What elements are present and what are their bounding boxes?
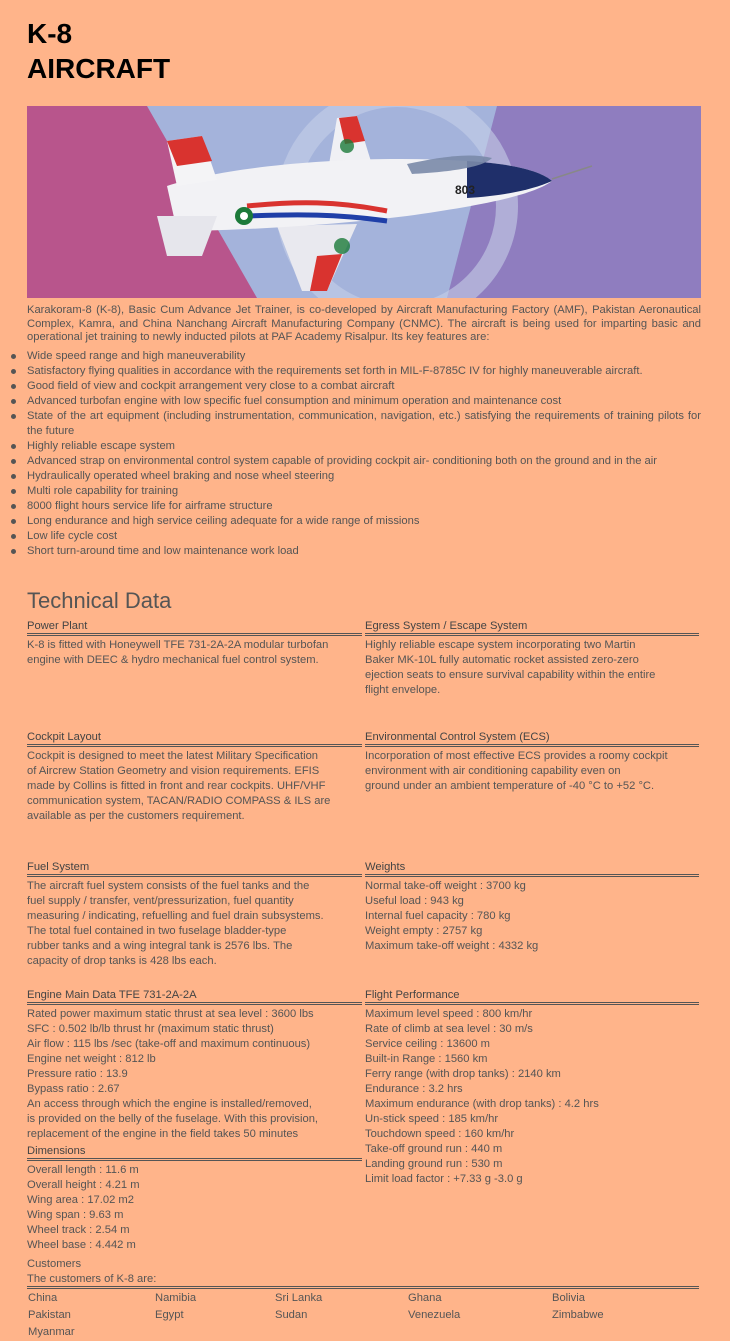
tail-code: 803	[455, 183, 476, 197]
title-line-model: K-8	[27, 18, 73, 49]
list-item: 8000 flight hours service life for airframe structure	[27, 499, 701, 514]
list-item: Advanced turbofan engine with low specific fuel consumption and minimum operation and maintenance cost	[27, 394, 701, 409]
text-line: communication system, TACAN/RADIO COMPASS & ILS are	[27, 795, 331, 807]
page-title	[27, 16, 170, 86]
power-plant-section	[27, 619, 362, 668]
list-item: Satisfactory flying qualities in accordance with the requirements set forth in MIL-F-8785C IV for highly maneuverable aircraft.	[27, 364, 701, 379]
egress-section	[365, 619, 699, 698]
list-item: Multi role capability for training	[27, 484, 701, 499]
list-item: Hydraulically operated wheel braking and nose wheel steering	[27, 469, 701, 484]
text-line: Weight empty : 2757 kg	[365, 925, 483, 937]
text-line: Air flow : 115 lbs /sec (take-off and maximum continuous)	[27, 1038, 311, 1050]
customer-cell: Ghana	[408, 1292, 442, 1304]
section-heading: Engine Main Data TFE 731-2A-2A	[27, 988, 362, 1005]
table-row	[27, 1306, 699, 1323]
text-line: Pressure ratio : 13.9	[27, 1068, 128, 1080]
list-item: Wide speed range and high maneuverability	[27, 349, 701, 364]
text-line: Overall length : 11.6 m	[27, 1164, 139, 1176]
dimensions-section	[27, 1144, 362, 1253]
section-heading: Egress System / Escape System	[365, 619, 699, 636]
text-line: Normal take-off weight : 3700 kg	[365, 880, 526, 892]
table-row	[27, 1289, 699, 1306]
hero-aircraft-image	[27, 106, 701, 298]
text-line: Maximum take-off weight : 4332 kg	[365, 940, 539, 952]
text-line: Wing area : 17.02 m2	[27, 1194, 134, 1206]
intro-paragraph: Karakoram-8 (K-8), Basic Cum Advance Jet Trainer, is co-developed by Aircraft Manufacturing Factory (AMF), Pakistan Aeronautical Complex, Kamra, and China Nanchang Aircraft Manufacturing Company (CNMC). The aircraft is being used for imparting basic and operational jet training to newly inducted pilots at PAF Academy Risalpur. Its key features are:	[27, 304, 701, 343]
text-line: capacity of drop tanks is 428 lbs each.	[27, 955, 217, 967]
text-line: Wheel track : 2.54 m	[27, 1224, 130, 1236]
customers-table	[27, 1286, 699, 1340]
text-line: Maximum level speed : 800 km/hr	[365, 1008, 533, 1020]
section-heading: Dimensions	[27, 1144, 362, 1161]
fuel-system-section	[27, 860, 362, 969]
text-line: made by Collins is fitted in front and rear cockpits. UHF/VHF	[27, 780, 326, 792]
ecs-section	[365, 730, 699, 794]
text-line: K-8 is fitted with Honeywell TFE 731-2A-2A modular turbofan	[27, 639, 329, 651]
text-line: Limit load factor : +7.33 g -3.0 g	[365, 1173, 523, 1185]
flight-performance-section	[365, 988, 699, 1187]
text-line: Wheel base : 4.442 m	[27, 1239, 136, 1251]
text-line: Service ceiling : 13600 m	[365, 1038, 490, 1050]
key-features-list	[27, 349, 701, 559]
engine-data-section	[27, 988, 362, 1142]
section-heading: Flight Performance	[365, 988, 699, 1005]
text-line: Cockpit is designed to meet the latest Military Specification	[27, 750, 319, 762]
list-item: Good field of view and cockpit arrangement very close to a combat aircraft	[27, 379, 701, 394]
customers-intro: The customers of K-8 are:	[27, 1273, 157, 1285]
text-line: Highly reliable escape system incorporating two Martin	[365, 639, 636, 651]
text-line: Rate of climb at sea level : 30 m/s	[365, 1023, 533, 1035]
text-line: The total fuel contained in two fuselage bladder-type	[27, 925, 287, 937]
customers-section	[27, 1257, 699, 1287]
customer-cell: Myanmar	[28, 1326, 75, 1338]
customer-cell: Venezuela	[408, 1309, 461, 1321]
text-line: environment with air conditioning capability even on	[365, 765, 621, 777]
customer-cell: Sri Lanka	[275, 1292, 323, 1304]
list-item: Long endurance and high service ceiling adequate for a wide range of missions	[27, 514, 701, 529]
text-line: Built-in Range : 1560 km	[365, 1053, 488, 1065]
text-line: Bypass ratio : 2.67	[27, 1083, 120, 1095]
text-line: Useful load : 943 kg	[365, 895, 464, 907]
list-item: Short turn-around time and low maintenance work load	[27, 544, 701, 559]
customer-cell: Pakistan	[28, 1309, 71, 1321]
customer-cell: Bolivia	[552, 1292, 585, 1304]
text-line: flight envelope.	[365, 684, 441, 696]
text-line: available as per the customers requirement.	[27, 810, 245, 822]
section-heading: Environmental Control System (ECS)	[365, 730, 699, 747]
customers-heading: Customers	[27, 1258, 82, 1270]
text-line: fuel supply / transfer, vent/pressurization, fuel quantity	[27, 895, 294, 907]
text-line: The aircraft fuel system consists of the fuel tanks and the	[27, 880, 310, 892]
list-item: Advanced strap on environmental control system capable of providing cockpit air- conditioning both on the ground and in the air	[27, 454, 701, 469]
list-item: State of the art equipment (including instrumentation, communication, navigation, etc.) satisfying the requirements of training pilots for the future	[27, 410, 701, 437]
section-heading: Fuel System	[27, 860, 362, 877]
customer-cell: Egypt	[155, 1309, 184, 1321]
text-line: of Aircrew Station Geometry and vision requirements. EFIS	[27, 765, 320, 777]
text-line: replacement of the engine in the field takes 50 minutes	[27, 1128, 299, 1140]
text-line: Maximum endurance (with drop tanks) : 4.2 hrs	[365, 1098, 599, 1110]
aircraft-illustration	[27, 106, 701, 298]
list-item: Highly reliable escape system	[27, 439, 701, 454]
text-line: Incorporation of most effective ECS provides a roomy cockpit	[365, 750, 668, 762]
text-line: Overall height : 4.21 m	[27, 1179, 140, 1191]
text-line: Rated power maximum static thrust at sea level : 3600 lbs	[27, 1008, 314, 1020]
text-line: SFC : 0.502 lb/lb thrust hr (maximum static thrust)	[27, 1023, 274, 1035]
table-row	[27, 1323, 699, 1340]
text-line: Internal fuel capacity : 780 kg	[365, 910, 511, 922]
text-line: Landing ground run : 530 m	[365, 1158, 503, 1170]
list-item: Low life cycle cost	[27, 529, 701, 544]
text-line: measuring / indicating, refuelling and fuel drain subsystems.	[27, 910, 324, 922]
customer-cell: Zimbabwe	[552, 1309, 604, 1321]
cockpit-layout-section	[27, 730, 362, 824]
text-line: Ferry range (with drop tanks) : 2140 km	[365, 1068, 561, 1080]
text-line: engine with DEEC & hydro mechanical fuel control system.	[27, 654, 319, 666]
text-line: Touchdown speed : 160 km/hr	[365, 1128, 515, 1140]
text-line: Wing span : 9.63 m	[27, 1209, 124, 1221]
text-line: is provided on the belly of the fuselage. With this provision,	[27, 1113, 319, 1125]
text-line: Un-stick speed : 185 km/hr	[365, 1113, 499, 1125]
technical-data-heading: Technical Data	[27, 588, 172, 613]
text-line: rubber tanks and a wing integral tank is 2576 lbs. The	[27, 940, 293, 952]
text-line: ejection seats to ensure survival capability within the entire	[365, 669, 656, 681]
customer-cell: China	[28, 1292, 58, 1304]
weights-section	[365, 860, 699, 954]
customer-cell: Sudan	[275, 1309, 308, 1321]
section-heading: Power Plant	[27, 619, 362, 636]
text-line: ground under an ambient temperature of -40 °C to +52 °C.	[365, 780, 655, 792]
text-line: Baker MK-10L fully automatic rocket assisted zero-zero	[365, 654, 639, 666]
section-heading: Cockpit Layout	[27, 730, 362, 747]
text-line: Engine net weight : 812 lb	[27, 1053, 156, 1065]
customer-cell: Namibia	[155, 1292, 197, 1304]
section-heading: Weights	[365, 860, 699, 877]
title-line-aircraft: AIRCRAFT	[27, 53, 171, 84]
text-line: Take-off ground run : 440 m	[365, 1143, 503, 1155]
text-line: An access through which the engine is installed/removed,	[27, 1098, 312, 1110]
text-line: Endurance : 3.2 hrs	[365, 1083, 463, 1095]
